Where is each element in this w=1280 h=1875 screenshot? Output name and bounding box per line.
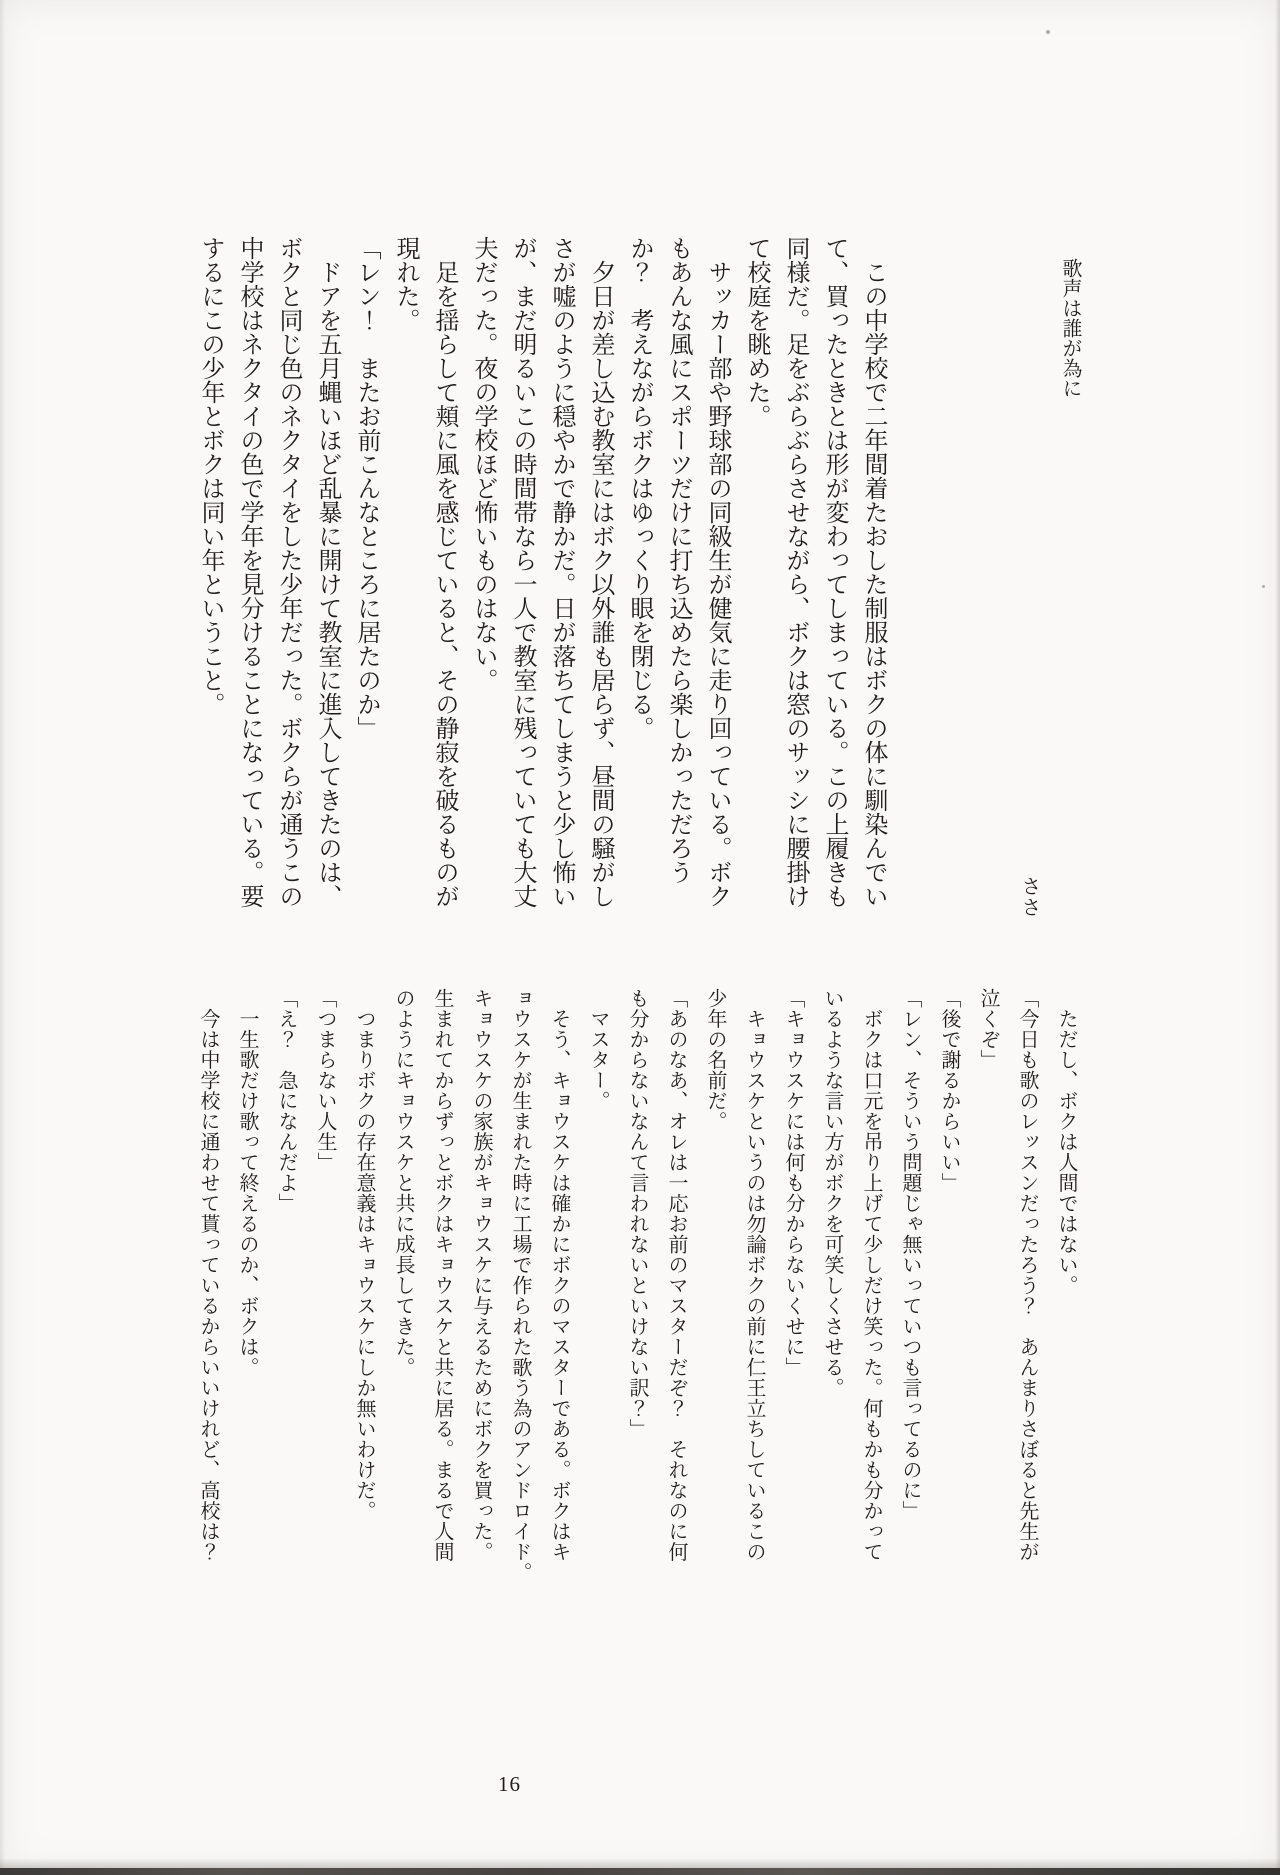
text-line: ボクと同じ色のネクタイをした少年だった。ボクらが通うこの [275,236,301,908]
text-line: 一生歌だけ歌って終えるのか、ボクは。 [236,988,258,1378]
text-line: 「え？ 急になんだよ」 [275,988,297,1214]
text-line: 泣くぞ」 [977,988,999,1070]
text-line: もあんな風にスポーツだけに打ち込めたら楽しかっただろう [665,236,691,884]
text-line: が、まだ明るいこの時間帯なら一人で教室に残っていても大丈 [509,236,535,908]
text-line: 「キョウスケには何も分からないくせに」 [782,988,804,1378]
text-line: いるような言い方がボクを可笑しくさせる。 [821,988,843,1398]
text-line: 「後で謝るからいい」 [938,988,960,1193]
upper-text-block [190,236,892,916]
text-line: ョウスケが生まれた時に工場で作られた歌う為のアンドロイド。 [509,988,531,1583]
text-line: さが嘘のように穏やかで静かだ。日が落ちてしまうと少し怖い [548,236,574,908]
text-line: ただし、ボクは人間ではない。 [1055,988,1077,1296]
text-line: 「つまらない人生」 [314,988,336,1173]
text-line: 「今日も歌のレッスンだったろう？ あんまりさぼると先生が [1016,988,1038,1562]
text-line: 「レン！ またお前こんなところに居たのか」 [353,236,379,740]
scan-edge-right [1275,0,1280,1875]
story-author: ささ [1018,876,1040,918]
text-line: そう、キョウスケは確かにボクのマスターである。ボクはキ [548,988,570,1562]
text-line: 夫だった。夜の学校ほど怖いものはない。 [470,236,496,692]
text-line: も分からないなんて言われないといけない訳？」 [626,988,648,1439]
scan-speck [1262,585,1265,588]
text-line: キョウスケの家族がキョウスケに与えるためにボクを買った。 [470,988,492,1562]
text-line: サッカー部や野球部の同級生が健気に走り回っている。ボク [704,236,730,908]
text-line: ドアを五月蝿いほど乱暴に開けて教室に進入してきたのは、 [314,236,340,908]
text-line: キョウスケというのは勿論ボクの前に仁王立ちしているこの [743,988,765,1562]
text-line: 今は中学校に通わせて貰っているからいいけれど、高校は？ [197,988,219,1562]
text-line: ボクは口元を吊り上げて少しだけ笑った。何もかも分かって [860,988,882,1562]
story-title: 歌声は誰が為に [1059,258,1081,398]
text-line: 足を揺らして頬に風を感じていると、その静寂を破るものが [431,236,457,908]
text-line: て校庭を眺めた。 [743,236,769,428]
text-line: 「レン、そういう問題じゃ無いっていつも言ってるのに」 [899,988,921,1521]
text-line: か？ 考えながらボクはゆっくり眼を閉じる。 [626,236,652,740]
text-line: 現れた。 [392,236,418,332]
scan-edge-bottom [0,1868,1280,1875]
page-number: 16 [498,1772,521,1796]
text-line: 夕日が差し込む教室にはボク以外誰も居らず、昼間の騒がし [587,236,613,908]
text-line: のようにキョウスケと共に成長してきた。 [392,988,414,1378]
text-line: て、買ったときとは形が変わってしまっている。この上履きも [821,236,847,908]
scan-edge-left [0,0,5,1875]
scan-edge-bottom-haze [0,1858,1280,1868]
text-line: 中学校はネクタイの色で学年を見分けることになっている。要 [236,236,262,908]
text-line: 「あのなあ、オレは一応お前のマスターだぞ？ それなのに何 [665,988,687,1562]
text-line: マスター。 [587,988,609,1111]
lower-text-block [188,988,1085,1613]
text-line: つまりボクの存在意義はキョウスケにしか無いわけだ。 [353,988,375,1521]
scan-speck [1046,30,1050,34]
text-line: 同様だ。足をぶらぶらさせながら、ボクは窓のサッシに腰掛け [782,236,808,908]
text-line: するにこの少年とボクは同い年ということ。 [197,236,223,716]
text-line: 生まれてからずっとボクはキョウスケと共に居る。まるで人間 [431,988,453,1562]
text-line: 少年の名前だ。 [704,988,726,1132]
text-line: この中学校で二年間着たおした制服はボクの体に馴染んでい [860,236,886,908]
